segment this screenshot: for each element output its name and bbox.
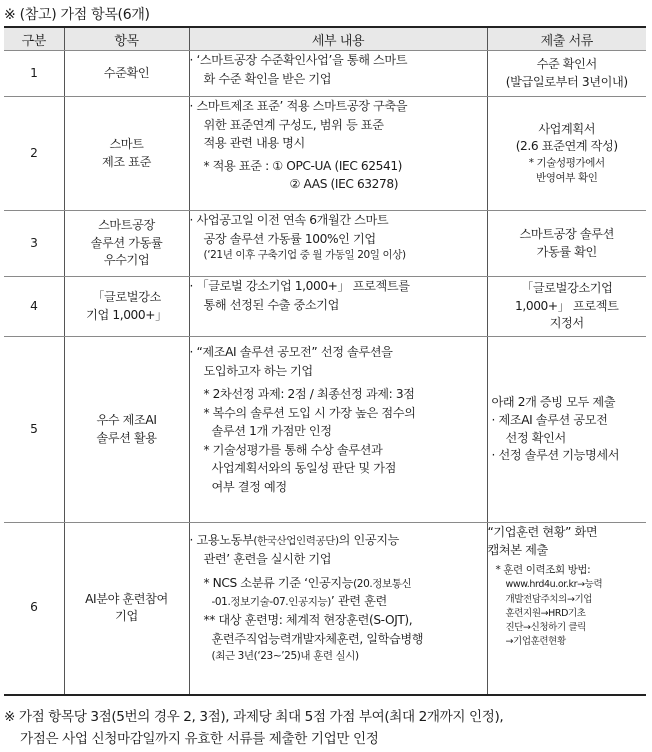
footnote xyxy=(4,706,648,750)
table-row xyxy=(4,337,646,523)
table-row xyxy=(4,277,646,337)
row-detail: · 사업공고일 이전 연속 6개월간 스마트 공장 솔루션 가동률 100%인 기업 (‘21년 이후 구축기업 중 월 가동일 20일 이상) xyxy=(189,211,487,277)
row-docs: 스마트공장 솔루션 가동률 확인 xyxy=(487,211,646,277)
table-row xyxy=(4,51,646,97)
row-detail: · “제조AI 솔루션 공모전” 선정 솔루션을 도입하고자 하는 기업 * 2차선정 과제: 2점 / 최종선정 과제: 3점 * 복수의 솔루션 도입 시 가장 높은 점수의 솔루션 1개 가점만 인정 * 기술성평가를 통해 수상 솔루션과 사업계획서와의 동일성 판단 및 가점 여부 결정 예정 xyxy=(189,337,487,523)
row-detail: · 고용노동부(한국산업인력공단)의 인공지능 관련’ 훈련을 실시한 기업 * NCS 소분류 기준 ‘인공지능(20.정보통신 -01.정보기술-07.인공지능)’ 관련 훈련 ** 대상 훈련명: 체계적 현장훈련(S-OJT), 훈련주직업능력개발자체훈련, 일학습병행 (최근 3년(‘23~’25)내 훈련 실시) xyxy=(189,523,487,695)
table-row xyxy=(4,211,646,277)
row-item: 「글로벌강소 기업 1,000+」 xyxy=(64,277,189,337)
row-number: 3 xyxy=(4,211,64,277)
table-row xyxy=(4,523,646,695)
bonus-points-table xyxy=(4,26,646,696)
row-number: 6 xyxy=(4,523,64,695)
row-item: 스마트 제조 표준 xyxy=(64,97,189,211)
row-item: 스마트공장 솔루션 가동률 우수기업 xyxy=(64,211,189,277)
table-header-row xyxy=(4,27,646,51)
row-number: 1 xyxy=(4,51,64,97)
row-docs: “기업훈련 현황” 화면 캡쳐본 제출 * 훈련 이력조회 방법: www.hrd4u.or.kr→능력 개발전담주치의→기업 훈련지원→HRD기초 진단→신청하기 클릭 →기업훈련현황 xyxy=(487,523,646,695)
footnote-line-2: 가점은 사업 신청마감일까지 유효한 서류를 제출한 기업만 인정 xyxy=(20,731,379,748)
row-detail: · ‘스마트공장 수준확인사업’을 통해 스마트 화 수준 확인을 받은 기업 xyxy=(189,51,487,97)
row-item: AI분야 훈련참여 기업 xyxy=(64,523,189,695)
col-header-detail: 세부 내용 xyxy=(189,27,487,51)
col-header-docs: 제출 서류 xyxy=(487,27,646,51)
section-heading: ※ (참고) 가점 항목(6개) xyxy=(4,7,150,23)
col-header-item: 항목 xyxy=(64,27,189,51)
row-detail: · 스마트제조 표준’ 적용 스마트공장 구축을 위한 표준연계 구성도, 범위 등 표준 적용 관련 내용 명시 * 적용 표준 : ① OPC-UA (IEC 62541) ② AAS (IEC 63278) xyxy=(189,97,487,211)
row-docs: 수준 확인서 (발급일로부터 3년이내) xyxy=(487,51,646,97)
table-row xyxy=(4,97,646,211)
row-docs: 「글로벌강소기업 1,000+」 프로젝트 지정서 xyxy=(487,277,646,337)
row-number: 5 xyxy=(4,337,64,523)
row-item: 수준확인 xyxy=(64,51,189,97)
row-number: 2 xyxy=(4,97,64,211)
row-item: 우수 제조AI 솔루션 활용 xyxy=(64,337,189,523)
row-detail: · 「글로벌 강소기업 1,000+」 프로젝트를 통해 선정된 수출 중소기업 xyxy=(189,277,487,337)
row-docs: 사업계획서 (2.6 표준연계 작성) * 기술성평가에서 반영여부 확인 xyxy=(487,97,646,211)
row-number: 4 xyxy=(4,277,64,337)
footnote-line-1: ※ 가점 항목당 3점(5번의 경우 2, 3점), 과제당 최대 5점 가점 부여(최대 2개까지 인정), xyxy=(4,709,504,725)
row-docs: 아래 2개 증빙 모두 제출 · 제조AI 솔루션 공모전 선정 확인서 · 선정 솔루션 기능명세서 xyxy=(487,337,646,523)
col-header-no: 구분 xyxy=(4,27,64,51)
